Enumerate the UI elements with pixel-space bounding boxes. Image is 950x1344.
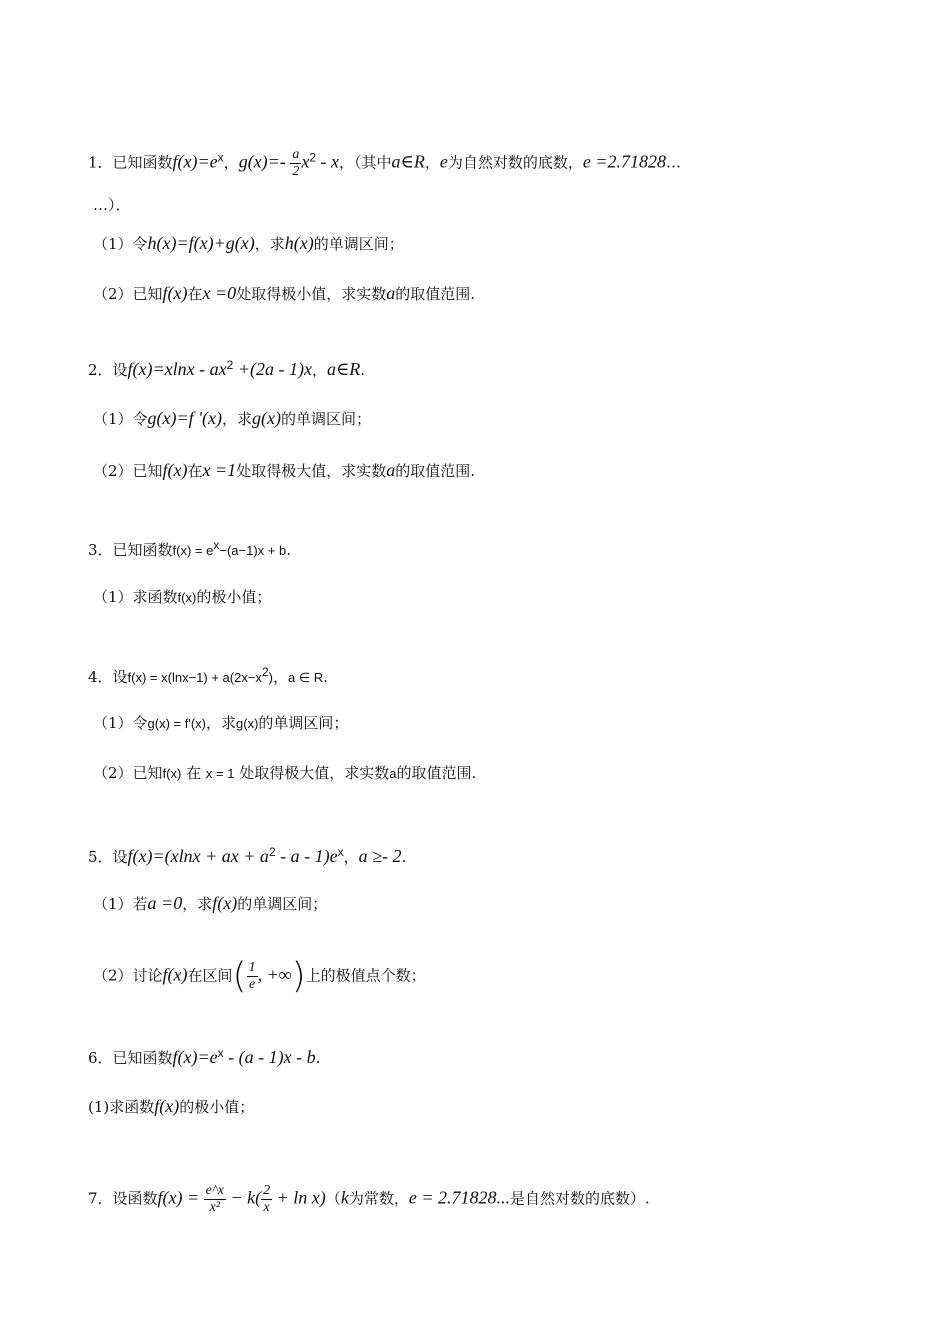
fraction-numerator: e^x <box>205 1183 225 1198</box>
math-expression: - (a - 1)x - b <box>223 1047 316 1067</box>
text-segment: ，（其中 <box>338 153 392 172</box>
problem-4-statement <box>88 662 328 688</box>
line-label: （2）已知 <box>93 462 163 480</box>
math-expression: g(x)=- <box>238 151 291 172</box>
problem-1-line-4 <box>93 283 475 304</box>
math-expression: a∈R <box>326 359 361 379</box>
text-segment: ，求 <box>206 714 237 732</box>
math-expression: , +∞ <box>257 964 292 985</box>
math-expression: k <box>340 1187 349 1208</box>
text-segment: 的单调区间； <box>258 714 349 732</box>
line-label: 3．已知函数 <box>88 541 173 559</box>
text-segment: ，求 <box>254 235 285 253</box>
math-expression: a =0 <box>147 893 183 913</box>
text-segment: ， <box>272 668 288 686</box>
fraction <box>204 1183 226 1216</box>
fraction-denominator: e <box>248 977 256 992</box>
superscript: 2 <box>268 845 276 859</box>
fraction-numerator: 1 <box>248 960 256 975</box>
text-segment: ， <box>223 153 239 172</box>
text-segment: 处取得极大值，求实数 <box>234 764 390 782</box>
math-expression: h(x)=f(x)+g(x) <box>147 233 255 253</box>
fraction-denominator: x <box>263 1200 270 1215</box>
math-expression: - x <box>316 151 339 172</box>
math-expression: − k( <box>226 1187 262 1208</box>
text-segment: . <box>401 848 407 866</box>
math-expression: f(x)=xlnx - ax <box>127 359 227 379</box>
text-segment: 处取得极小值，求实数 <box>236 285 387 303</box>
math-expression: f(x) <box>162 283 188 303</box>
line-label: （1）令 <box>93 235 148 253</box>
math-expression: f(x) = x(lnx−1) + a(2x−x <box>127 670 262 685</box>
text-segment: 在 <box>187 285 203 303</box>
text-segment: （ <box>325 1189 341 1208</box>
math-expression: e = 2.71828... <box>408 1187 510 1208</box>
line-label: 6．已知函数 <box>88 1049 173 1067</box>
fraction <box>290 147 301 180</box>
math-expression: g(x) = f'(x) <box>147 716 207 731</box>
problem-4-line-2 <box>93 713 348 734</box>
text-segment: ，求 <box>182 895 213 913</box>
text-segment: 为常数， <box>348 1189 409 1208</box>
line-label: (1)求函数 <box>88 1098 155 1116</box>
math-expression: f(x) = <box>157 1187 204 1208</box>
problem-5-line-2 <box>93 893 327 914</box>
math-expression: x = 1 <box>205 766 235 781</box>
superscript: 2 <box>226 358 234 372</box>
math-expression: +(2a - 1)x <box>233 359 312 379</box>
math-expression: f(x) = e <box>172 543 214 558</box>
math-expression: h(x) <box>284 233 314 253</box>
math-expression: f(x) <box>177 590 197 605</box>
line-label: 7．设函数 <box>88 1189 158 1208</box>
text-segment: . <box>315 1049 321 1067</box>
math-expression: f(x)=e <box>172 1047 218 1067</box>
problem-5-statement <box>88 842 406 867</box>
superscript: x <box>337 845 344 859</box>
superscript: 2 <box>261 665 269 679</box>
math-expression: g(x)=f '(x) <box>147 408 222 428</box>
problem-1-statement <box>88 147 681 180</box>
text-segment: 为自然对数的底数， <box>447 153 583 172</box>
text-segment: 的极小值； <box>179 1098 255 1116</box>
math-expression: x =0 <box>202 283 237 303</box>
text-segment: 的取值范围. <box>395 285 475 303</box>
math-expression: f(x) <box>162 460 188 480</box>
math-expression: a <box>386 460 396 480</box>
text-segment: 的取值范围. <box>395 462 475 480</box>
fraction-numerator: 2 <box>263 1183 271 1198</box>
math-expression: f(x) <box>162 766 182 781</box>
problem-2-statement <box>88 355 365 380</box>
problem-1-line-2 <box>93 195 131 215</box>
problem-1-line-3 <box>93 233 404 254</box>
math-expression: f(x) <box>154 1096 180 1116</box>
math-expression: a <box>389 766 397 781</box>
problem-2-line-2 <box>93 408 371 429</box>
fraction-denominator: 2 <box>292 164 300 179</box>
text-segment: . <box>286 541 292 559</box>
math-expression: f(x) <box>162 964 188 985</box>
text-segment: 的极小值； <box>196 588 272 606</box>
math-expression: x <box>301 151 310 172</box>
text-segment: 是自然对数的底数）. <box>509 1189 650 1208</box>
text-segment: 的单调区间； <box>237 895 328 913</box>
text-segment: 处取得极大值，求实数 <box>236 462 387 480</box>
line-label: （2）已知 <box>93 764 163 782</box>
math-expression: g(x) <box>252 408 281 428</box>
math-expression: f(x)=(xlnx + ax + a <box>127 846 269 866</box>
fraction <box>261 1183 272 1216</box>
text-segment: 的取值范围. <box>396 764 477 782</box>
text-segment: . <box>323 668 328 686</box>
math-expression: a ≥- 2 <box>358 846 402 866</box>
line-label: …）． <box>93 196 131 214</box>
line-label: （1）若 <box>93 895 148 913</box>
math-expression: g(x) <box>236 716 259 731</box>
math-expression: a∈R <box>391 151 425 172</box>
line-label: 1．已知函数 <box>88 153 173 172</box>
math-expression: + ln x) <box>272 1187 326 1208</box>
text-segment: 在区间 <box>187 966 233 985</box>
math-expression: a <box>386 283 396 303</box>
line-label: 4．设 <box>88 668 128 686</box>
line-label: 2．设 <box>88 361 128 379</box>
text-segment: 在 <box>181 764 206 782</box>
problem-5-line-3 <box>93 955 426 997</box>
problem-6-statement <box>88 1043 320 1068</box>
text-segment: 的单调区间； <box>281 410 372 428</box>
fraction-numerator: a <box>292 147 300 162</box>
problem-7-statement <box>88 1183 650 1216</box>
fraction <box>247 960 258 993</box>
text-segment: … <box>666 153 681 172</box>
superscript: 2 <box>309 150 316 165</box>
text-segment: 在 <box>187 462 203 480</box>
math-expression: f(x) <box>212 893 238 913</box>
line-label: （1）令 <box>93 714 148 732</box>
superscript: x <box>217 1046 224 1060</box>
line-label: 5．设 <box>88 848 128 866</box>
line-label: （1）求函数 <box>93 588 178 606</box>
text-segment: ， <box>311 361 327 379</box>
problem-3-line-2 <box>93 587 271 608</box>
text-segment: ， <box>343 848 359 866</box>
math-expression: x =1 <box>202 460 237 480</box>
math-expression: f(x)=e <box>172 151 218 172</box>
text-segment: 上的极值点个数； <box>305 966 426 985</box>
math-expression: a ∈ R <box>287 670 324 685</box>
line-label: （1）令 <box>93 410 148 428</box>
problem-2-line-3 <box>93 460 475 481</box>
problem-3-statement <box>88 535 291 561</box>
problem-6-line-2 <box>88 1096 254 1117</box>
math-expression: ) <box>268 670 273 685</box>
line-label: （2）讨论 <box>93 966 163 985</box>
text-segment: . <box>360 361 366 379</box>
math-expression: −(a−1)x + b <box>219 543 287 558</box>
superscript: x <box>213 538 220 552</box>
math-expression: e =2.71828 <box>582 151 666 172</box>
interval-paren: ( <box>232 955 247 997</box>
text-segment: ，求 <box>222 410 253 428</box>
math-expression: e <box>439 151 448 172</box>
interval-paren: ) <box>291 955 306 997</box>
text-segment: ， <box>424 153 440 172</box>
line-label: （2）已知 <box>93 285 163 303</box>
math-expression: - a - 1)e <box>275 846 338 866</box>
text-segment: 的单调区间； <box>313 235 404 253</box>
superscript: x <box>217 150 224 165</box>
fraction-denominator: x² <box>209 1200 221 1215</box>
problem-4-line-3 <box>93 763 476 784</box>
